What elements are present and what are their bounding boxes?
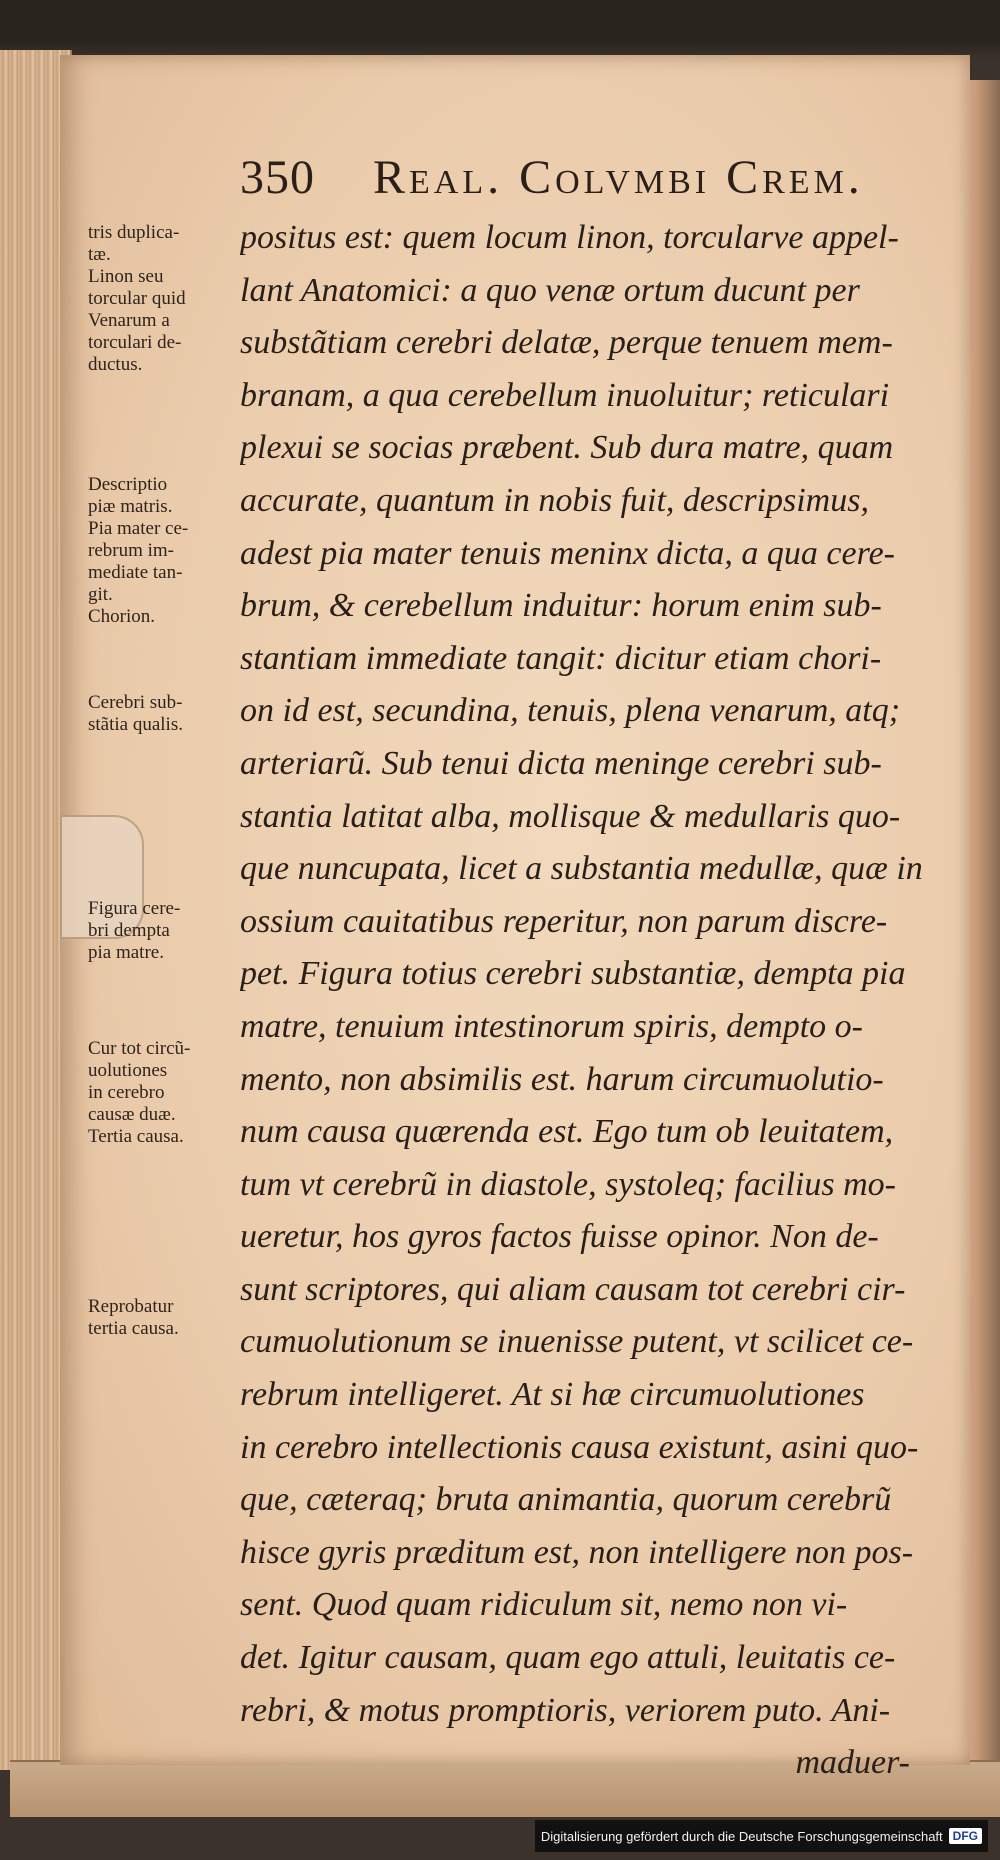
- margin-note: [88, 1038, 248, 1148]
- margin-note-line: Reprobatur: [88, 1296, 174, 1317]
- margin-note-line: stãtia qualis.: [88, 714, 183, 735]
- credit-text: Digitalisierung gefördert durch die Deutsche Forschungsgemeinschaft: [540, 1828, 943, 1844]
- text-line: ueretur, hos gyros factos fuisse opinor. Non de-: [240, 1218, 879, 1256]
- margin-note: [88, 474, 248, 628]
- margin-note-line: Pia mater ce-: [88, 518, 189, 539]
- margin-note: [88, 692, 248, 736]
- text-line: positus est: quem locum linon, torcularve appel-: [240, 219, 899, 256]
- catchword-line: maduer-: [795, 1744, 910, 1782]
- margin-note-line: pia matre.: [88, 942, 164, 963]
- margin-note-line: uolutiones: [88, 1060, 168, 1081]
- margin-note-line: tæ.: [88, 244, 111, 265]
- text-line: mento, non absimilis est. harum circumuolutio-: [240, 1060, 884, 1098]
- text-line: sent. Quod quam ridiculum sit, nemo non vi-: [240, 1586, 848, 1624]
- text-line: det. Igitur causam, quam ego attuli, leuitatis ce-: [240, 1639, 896, 1677]
- margin-note-line: tertia causa.: [88, 1318, 179, 1339]
- text-line: stantiam immediate tangit: dicitur etiam chori-: [240, 639, 882, 677]
- text-line: in cerebro intellectionis causa existunt, asini quo-: [240, 1428, 919, 1466]
- margin-note-line: Descriptio: [88, 474, 168, 495]
- margin-note: [88, 898, 248, 964]
- text-line: lant Anatomici: a quo venæ ortum ducunt per: [240, 271, 860, 309]
- margin-note-line: tris duplica-: [88, 222, 180, 243]
- body-text: [240, 212, 930, 1790]
- text-line: que, cæteraq; bruta animantia, quorum cerebrũ: [240, 1481, 892, 1519]
- text-line: pet. Figura totius cerebri substantiæ, dempta pia: [240, 955, 906, 993]
- margin-note-line: Cerebri sub-: [88, 692, 183, 713]
- text-line: substãtiam cerebri delatæ, perque tenuem mem-: [240, 324, 893, 362]
- margin-note-line: piæ matris.: [88, 496, 173, 517]
- margin-note: [88, 1296, 248, 1340]
- margin-note-line: Cur tot circũ-: [88, 1038, 191, 1059]
- text-line: plexui se socias præbent. Sub dura matre, quam: [240, 429, 894, 467]
- running-head: Real. Colvmbi Crem.: [373, 151, 864, 204]
- margin-note-line: mediate tan-: [88, 562, 183, 583]
- margin-note-line: in cerebro: [88, 1082, 165, 1103]
- margin-note-line: causæ duæ.: [88, 1104, 176, 1125]
- text-line: matre, tenuium intestinorum spiris, dempto o-: [240, 1007, 863, 1045]
- margin-note-line: Venarum a: [88, 310, 170, 331]
- margin-note-line: rebrum im-: [88, 540, 175, 561]
- page-number: 350: [240, 151, 315, 204]
- text-line: sunt scriptores, qui aliam causam tot cerebri cir-: [240, 1270, 906, 1308]
- text-line: adest pia mater tenuis meninx dicta, a qua cere-: [240, 534, 895, 572]
- dfg-logo-icon: DFG: [949, 1828, 982, 1844]
- text-line: branam, a qua cerebellum inuoluitur; reticulari: [240, 376, 890, 414]
- text-line: que nuncupata, licet a substantia medullæ, quæ in: [240, 850, 923, 888]
- text-line: on id est, secundina, tenuis, plena venarum, atq;: [240, 692, 901, 730]
- text-line: arteriarũ. Sub tenui dicta meninge cerebri sub-: [240, 744, 882, 782]
- margin-note-line: git.: [88, 584, 113, 605]
- text-line: ossium cauitatibus reperitur, non parum discre-: [240, 902, 888, 940]
- page-header: [240, 150, 940, 210]
- margin-note-line: torcular quid: [88, 288, 186, 309]
- text-line: brum, & cerebellum induitur: horum enim sub-: [240, 587, 882, 625]
- margin-note: [88, 222, 248, 376]
- text-line: stantia latitat alba, mollisque & medullaris quo-: [240, 797, 901, 835]
- margin-note-line: Linon seu: [88, 266, 164, 287]
- text-line: cumuolutionum se inuenisse putent, vt scilicet ce-: [240, 1323, 914, 1361]
- text-line: hisce gyris præditum est, non intelligere non pos-: [240, 1533, 914, 1571]
- text-line: rebri, & motus promptioris, veriorem puto. Ani-: [240, 1691, 891, 1729]
- text-line: num causa quærenda est. Ego tum ob leuitatem,: [240, 1113, 894, 1151]
- margin-note-line: ductus.: [88, 354, 143, 375]
- margin-note-line: torculari de-: [88, 332, 182, 353]
- text-line: accurate, quantum in nobis fuit, descripsimus,: [240, 481, 869, 519]
- margin-note-line: bri dempta: [88, 920, 170, 941]
- margin-note-line: Tertia causa.: [88, 1126, 184, 1147]
- margin-note-line: Chorion.: [88, 606, 156, 627]
- margin-note-line: Figura cere-: [88, 898, 181, 919]
- digitization-credit: [535, 1820, 988, 1852]
- text-line: tum vt cerebrũ in diastole, systoleq; facilius mo-: [240, 1165, 896, 1203]
- text-line: rebrum intelligeret. At si hæ circumuolutiones: [240, 1376, 865, 1414]
